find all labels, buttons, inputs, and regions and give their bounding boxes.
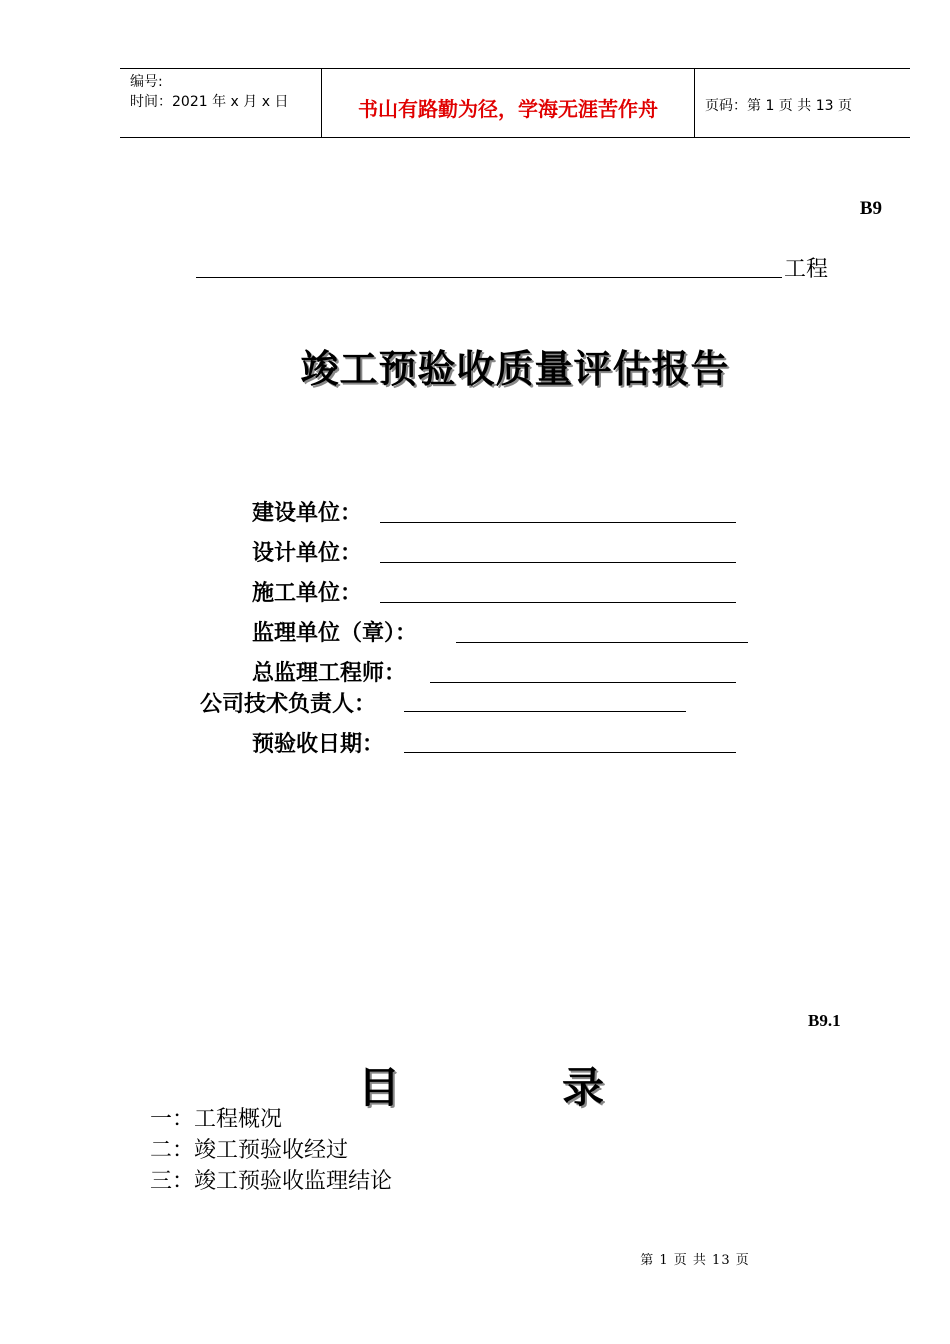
field-technical-lead bbox=[200, 687, 376, 718]
toc-code: B9.1 bbox=[808, 1011, 841, 1030]
header-table bbox=[120, 68, 910, 138]
field-blank bbox=[380, 562, 736, 563]
field-chief-supervisor bbox=[252, 656, 406, 687]
field-blank bbox=[456, 642, 748, 643]
field-label: 总监理工程师： bbox=[252, 661, 407, 686]
field-label: 监理单位（章）： bbox=[252, 621, 418, 646]
header-meta-cell bbox=[120, 69, 322, 137]
toc-item: 一：工程概况 bbox=[150, 1107, 283, 1132]
field-blank bbox=[380, 522, 736, 523]
field-design-unit bbox=[252, 536, 362, 567]
field-contractor-unit bbox=[252, 576, 362, 607]
field-blank bbox=[404, 711, 686, 712]
document-code: B9 bbox=[859, 198, 882, 219]
toc-item: 二：竣工预验收经过 bbox=[150, 1138, 349, 1163]
page-info: 页码：第 1 页 共 13 页 bbox=[705, 98, 852, 114]
motto: 书山有路勤为径，学海无涯苦作舟 bbox=[358, 97, 658, 121]
field-supervision-unit bbox=[252, 616, 417, 647]
field-blank bbox=[380, 602, 736, 603]
field-acceptance-date bbox=[252, 727, 384, 758]
field-label: 施工单位： bbox=[252, 581, 363, 606]
header-page-cell bbox=[695, 69, 910, 137]
project-name-blank bbox=[196, 277, 782, 278]
number-label: 编号: bbox=[130, 74, 163, 90]
header-motto-cell bbox=[322, 69, 695, 137]
toc-title-left: 目 bbox=[358, 1063, 401, 1112]
field-label: 建设单位： bbox=[252, 501, 363, 526]
field-label: 设计单位： bbox=[252, 541, 363, 566]
field-label: 预验收日期： bbox=[252, 732, 385, 757]
page-title: 竣工预验收质量评估报告 bbox=[300, 347, 730, 391]
field-blank bbox=[404, 752, 736, 753]
field-construction-unit bbox=[252, 496, 362, 527]
page-footer: 第 1 页 共 13 页 bbox=[640, 1253, 750, 1268]
toc-title-right: 录 bbox=[562, 1063, 605, 1112]
field-label: 公司技术负责人： bbox=[200, 692, 377, 717]
project-suffix: 工程 bbox=[784, 257, 829, 282]
time-label: 时间：2021 年 x 月 x 日 bbox=[130, 94, 289, 110]
toc-item: 三：竣工预验收监理结论 bbox=[150, 1169, 393, 1194]
field-blank bbox=[430, 682, 736, 683]
